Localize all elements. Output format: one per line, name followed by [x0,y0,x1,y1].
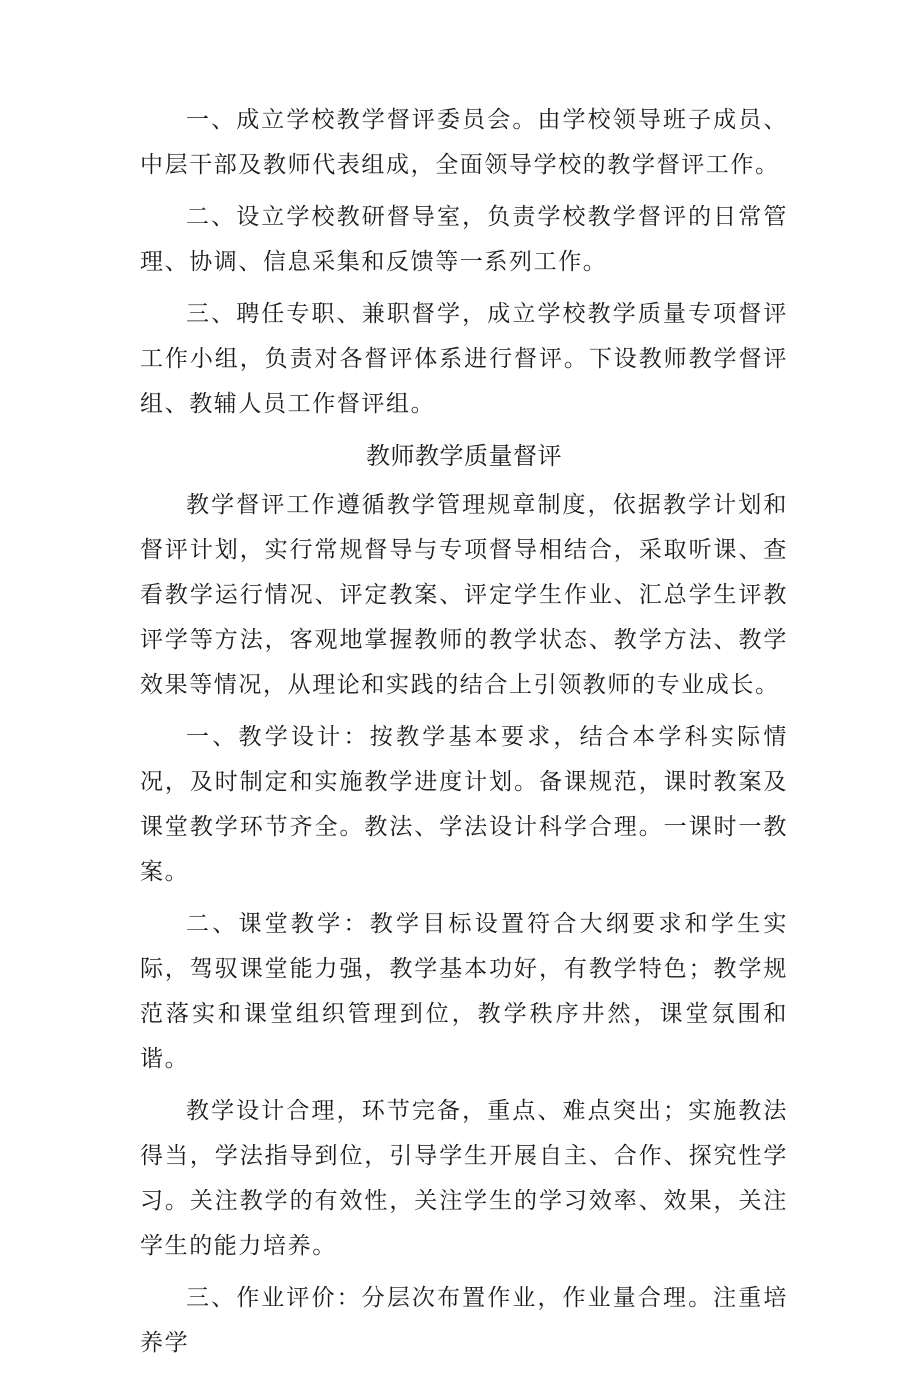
paragraph-homework-evaluation: 三、作业评价：分层次布置作业，作业量合理。注重培养学 [140,1285,788,1356]
paragraph-classroom-teaching: 二、课堂教学：教学目标设置符合大纲要求和学生实际，驾驭课堂能力强，教学基本功好，有教学特色；教学规范落实和课堂组织管理到位，教学秩序井然，课堂氛围和谐。 [140,911,788,1072]
section-title: 教师教学质量督评 [366,442,562,470]
paragraph-design-rationale: 教学设计合理，环节完备，重点、难点突出；实施教法得当，学法指导到位，引导学生开展自主、合作、探究性学习。关注教学的有效性，关注学生的学习效率、效果，关注学生的能力培养。 [140,1098,788,1259]
paragraph-teaching-design: 一、教学设计：按教学基本要求，结合本学科实际情况，及时制定和实施教学进度计划。备课规范，课时教案及课堂教学环节齐全。教法、学法设计科学合理。一课时一教案。 [140,724,788,885]
paragraph-inspectors: 三、聘任专职、兼职督学，成立学校教学质量专项督评工作小组，负责对各督评体系进行督评。下设教师教学督评组、教辅人员工作督评组。 [140,301,788,417]
paragraph-committee: 一、成立学校教学督评委员会。由学校领导班子成员、中层干部及教师代表组成，全面领导学校的教学督评工作。 [140,107,788,178]
paragraph-supervision-office: 二、设立学校教研督导室，负责学校教学督评的日常管理、协调、信息采集和反馈等一系列工作。 [140,204,788,275]
document-body [140,98,788,1373]
paragraph-intro: 教学督评工作遵循教学管理规章制度，依据教学计划和督评计划，实行常规督导与专项督导相结合，采取听课、查看教学运行情况、评定教案、评定学生作业、汇总学生评教评学等方法，客观地掌握教师的教学状态、教学方法、教学效果等情况，从理论和实践的结合上引领教师的专业成长。 [140,492,788,698]
